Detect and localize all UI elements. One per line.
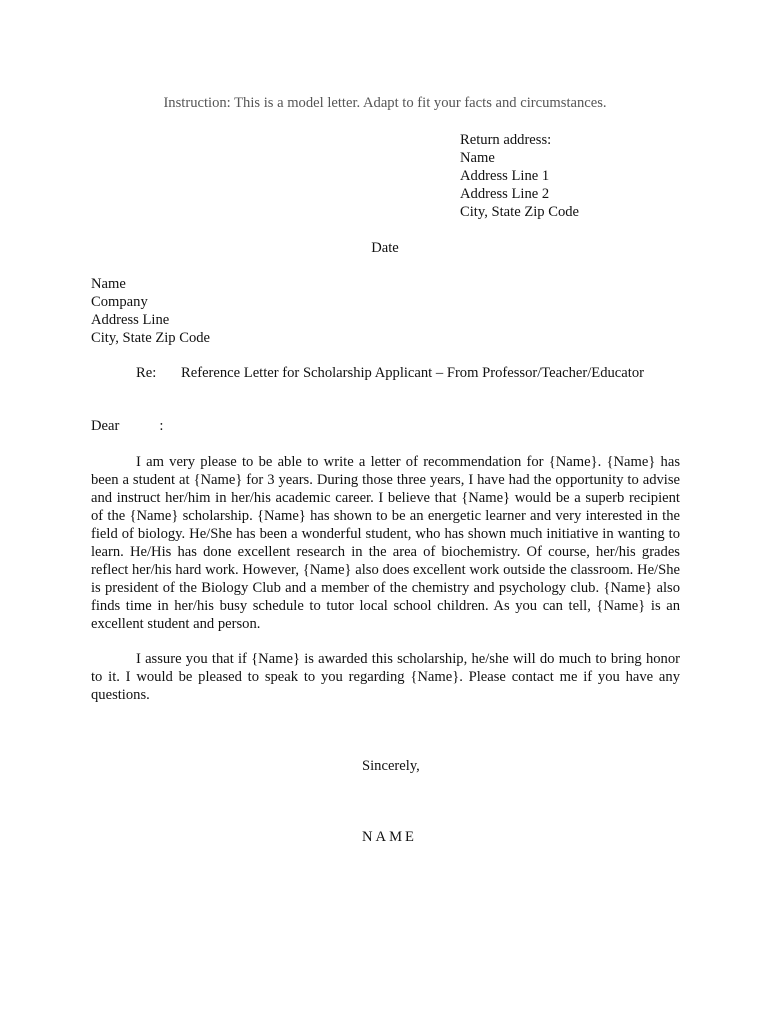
salutation-punct: :	[159, 418, 164, 434]
signature-name: NAME	[362, 829, 417, 845]
re-label: Re:	[136, 365, 157, 381]
letter-date: Date	[371, 240, 399, 256]
body-paragraph-2: I assure you that if {Name} is awarded this scholarship, he/she will do much to bring honor to it. I would be pleased to speak to you regarding {Name}. Please contact me if you have any questions.	[91, 651, 680, 703]
instruction-text: Instruction: This is a model letter. Adapt to fit your facts and circumstances.	[163, 95, 607, 111]
recipient-address-block	[91, 275, 210, 347]
return-address-city-state-zip: City, State Zip Code	[460, 204, 580, 220]
return-address-name: Name	[460, 150, 495, 166]
return-address-line2: Address Line 2	[460, 186, 550, 202]
return-address-block	[460, 131, 579, 221]
re-subject: Reference Letter for Scholarship Applicant – From Professor/Teacher/Educator	[181, 365, 644, 381]
recipient-name: Name	[91, 276, 126, 292]
return-address-line1: Address Line 1	[460, 168, 550, 184]
salutation	[91, 417, 163, 435]
recipient-company: Company	[91, 294, 148, 310]
recipient-address-line: Address Line	[91, 312, 170, 328]
return-address-label: Return address:	[460, 132, 552, 148]
body-paragraph-1: I am very please to be able to write a letter of recommendation for {Name}. {Name} has been a student at {Name} for 3 years. During those three years, I have had the opportunity to advise and instruct her/him in her/his academic career. I believe that {Name} would be a superb recipient of the {Name} scholarship. {Name} has shown to be an energetic learner and very interested in the field of biology. He/She has been a wonderful student, who has shown much initiative in wanting to learn. He/His has done excellent research in the area of biochemistry. Of course, her/his grades reflect her/his hard work. However, {Name} also does excellent work outside the classroom. He/She is president of the Biology Club and a member of the chemistry and psychology club. {Name} also finds time in her/his busy schedule to tutor local school children. As you can tell, {Name} is an excellent student and person.	[91, 454, 680, 632]
recipient-city-state-zip: City, State Zip Code	[91, 330, 211, 346]
closing: Sincerely,	[362, 758, 420, 774]
re-line	[136, 364, 644, 382]
salutation-word: Dear	[91, 418, 120, 434]
